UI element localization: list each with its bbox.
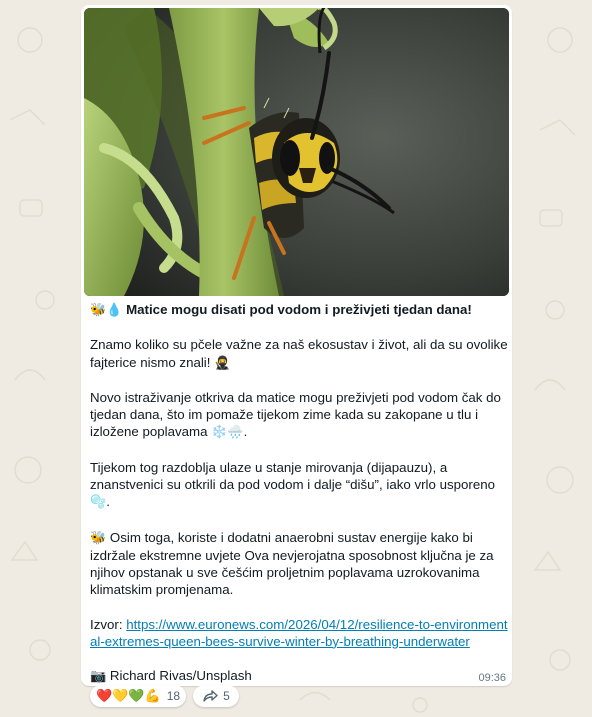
reactions-pill[interactable] bbox=[90, 685, 186, 707]
reaction-emojis: ❤️💛💚💪 bbox=[96, 688, 161, 704]
forward-arrow-icon bbox=[202, 689, 218, 703]
paragraph-4: 🐝 Osim toga, koriste i dodatni anaerobni sustav energije kako bi izdržale ekstremne uvjete Ova nevjerojatna sposobnost ključna je za njihov opstanak u sve češćim proljetnim poplavama uzrokovanima klimatskim promjenama. bbox=[90, 529, 494, 598]
source-label: Izvor: bbox=[90, 616, 127, 632]
source-link[interactable]: https://www.euronews.com/2026/04/12/resilience-to-environmental-extremes-queen-bees-survive-winter-by-breathing-underwater bbox=[90, 616, 508, 649]
forward-count: 5 bbox=[223, 689, 230, 703]
bee-emoji: 🐝 bbox=[90, 530, 107, 546]
bubbles-emoji: 🫧 bbox=[90, 495, 107, 511]
message-text bbox=[90, 301, 510, 686]
message-bubble[interactable] bbox=[81, 5, 512, 686]
post-title bbox=[90, 301, 510, 319]
bee-photo[interactable] bbox=[84, 8, 509, 296]
source-line bbox=[90, 616, 510, 650]
ninja-emoji: 🥷 bbox=[214, 355, 231, 371]
bee-droplet-emoji: 🐝💧 bbox=[90, 303, 123, 318]
paragraph-1: Znamo koliko su pčele važne za naš ekosustav i život, ali da su ovolike fajterice nismo znali! 🥷 bbox=[90, 337, 508, 371]
camera-emoji: 📷 bbox=[90, 669, 107, 685]
reaction-count: 18 bbox=[166, 689, 181, 703]
snow-rain-emoji: ❄️🌧️ bbox=[211, 425, 244, 441]
paragraph-2: Novo istraživanje otkriva da matice mogu preživjeti pod vodom čak do tjedan dana, što im pomaže tijekom zime kada su zakopane u tlu i izložene poplavama ❄️🌧️. bbox=[90, 389, 501, 441]
photo-credit: 📷 Richard Rivas/Unsplash bbox=[90, 668, 252, 685]
queen-bee-on-stem-image bbox=[84, 8, 509, 296]
message-time: 09:36 bbox=[478, 672, 506, 684]
paragraph-3: Tijekom tog razdoblja ulaze u stanje mirovanja (dijapauzu), a znanstvenici su otkrili da pod vodom i dalje “dišu”, iako vrlo usporeno 🫧. bbox=[90, 459, 496, 511]
title-text: Matice mogu disati pod vodom i preživjeti tjedan dana! bbox=[126, 302, 472, 317]
forwards-pill[interactable] bbox=[193, 685, 239, 707]
